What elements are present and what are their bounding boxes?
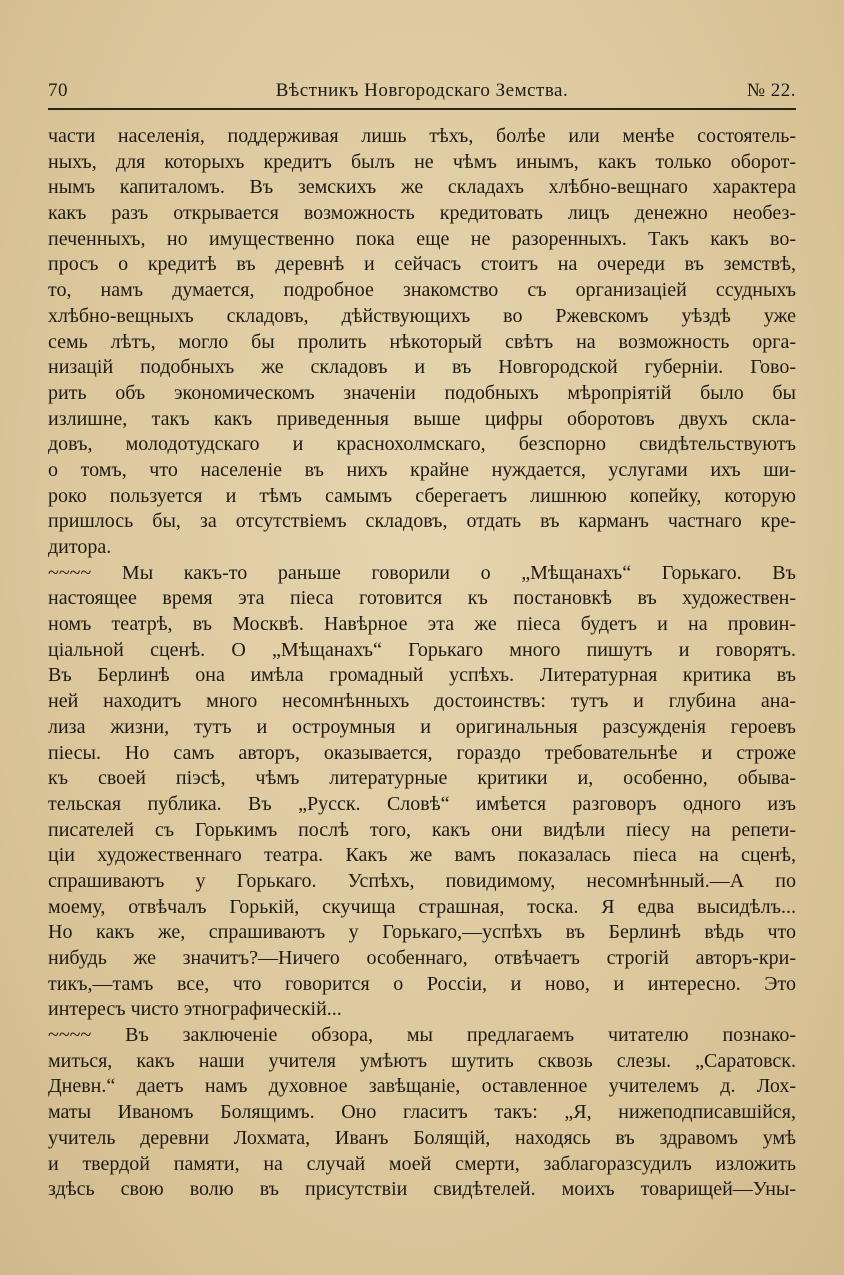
- text-line: излишне, такъ какъ приведенныя выше цифры оборотовъ двухъ скла-: [48, 407, 796, 430]
- text-line: семь лѣтъ, могло бы пролить нѣкоторый свѣтъ на возможность орга-: [48, 330, 796, 353]
- text-line: Но какъ же, спрашиваютъ у Горькаго,—успѣхъ въ Берлинѣ вѣдь что: [48, 921, 796, 944]
- text-line: и твердой памяти, на случай моей смерти, заблагоразсудилъ изложить: [48, 1152, 796, 1175]
- text-line: піесы. Но самъ авторъ, оказывается, гораздо требовательнѣе и строже: [48, 741, 796, 764]
- text-line: низацій подобныхъ же складовъ и въ Новгородской губерніи. Гово-: [48, 356, 796, 379]
- text-line: хлѣбно-вещныхъ складовъ, дѣйствующихъ во Ржевскомъ уѣздѣ уже: [48, 304, 796, 327]
- text-line: спрашиваютъ у Горькаго. Успѣхъ, повидимому, несомнѣнный.—А по: [48, 869, 796, 892]
- page-number: 70: [48, 80, 68, 101]
- text-line: Дневн.“ даетъ намъ духовное завѣщаніе, оставленное учителемъ д. Лох-: [48, 1075, 796, 1098]
- text-line: настоящее время эта піеса готовится къ постановкѣ въ художествен-: [48, 587, 796, 610]
- text-line: тельская публика. Въ „Русск. Словѣ“ имѣется разговоръ одного изъ: [48, 792, 796, 815]
- text-line: о томъ, что населеніе въ нихъ крайне нуждается, услугами ихъ ши-: [48, 458, 796, 481]
- text-line: къ своей піэсѣ, чѣмъ литературные критики и, особенно, обыва-: [48, 767, 796, 790]
- text-line: то, намъ думается, подробное знакомство съ организаціей ссудныхъ: [48, 279, 796, 302]
- text-line: ныхъ, для которыхъ кредитъ былъ не чѣмъ инымъ, какъ только оборот-: [48, 150, 796, 173]
- text-line: тикъ,—тамъ все, что говорится о Россіи, и ново, и интересно. Это: [48, 972, 796, 995]
- text-line: ней находитъ много несомнѣнныхъ достоинствъ: тутъ и глубина ана-: [48, 690, 796, 713]
- text-line: дитора.: [48, 536, 112, 558]
- text-line: ціи художественнаго театра. Какъ же вамъ показалась піеса на сценѣ,: [48, 844, 796, 867]
- text-line: писателей съ Горькимъ послѣ того, какъ они видѣли піесу на репети-: [48, 818, 796, 841]
- body-text: [48, 124, 796, 1203]
- text-line: интересъ чисто этнографическій...: [48, 998, 342, 1021]
- text-line: печенныхъ, но имущественно пока еще не разоренныхъ. Такъ какъ во-: [48, 227, 796, 250]
- text-line: довъ, молодотудскаго и краснохолмскаго, безспорно свидѣтельствуютъ: [48, 433, 796, 456]
- text-line: здѣсь свою волю въ присутствіи свидѣтелей. моихъ товарищей—Уны-: [48, 1178, 796, 1201]
- text-line: маты Иваномъ Болящимъ. Оно гласитъ такъ: „Я, нижеподписавшійся,: [48, 1101, 796, 1124]
- text-line: моему, отвѣчалъ Горькій, скучища страшная, тоска. Я едва высидѣлъ...: [48, 895, 796, 918]
- issue-number: № 22.: [746, 80, 796, 101]
- text-line: просъ о кредитѣ въ деревнѣ и сейчасъ стоитъ на очереди въ земствѣ,: [48, 253, 796, 276]
- text-line: пришлось бы, за отсутствіемъ складовъ, отдать въ карманъ частнаго кре-: [48, 510, 796, 533]
- text-line: номъ театрѣ, въ Москвѣ. Навѣрное эта же піеса будетъ и на провин-: [48, 613, 796, 636]
- text-line: ~~~~ Въ заключеніе обзора, мы предлагаемъ читателю познако-: [48, 1024, 796, 1047]
- text-line: какъ разъ открывается возможность кредитовать лицъ денежно необез-: [48, 202, 796, 225]
- text-line: нибудь же значитъ?—Ничего особеннаго, отвѣчаетъ строгій авторъ-кри-: [48, 947, 796, 969]
- text-line: ~~~~ Мы какъ-то раньше говорили о „Мѣщанахъ“ Горькаго. Въ: [48, 561, 796, 584]
- running-header: [48, 80, 796, 108]
- header-rule: [48, 108, 796, 110]
- text-line: роко пользуется и тѣмъ самымъ сберегаетъ лишнюю копейку, которую: [48, 484, 796, 507]
- text-line: нымъ капиталомъ. Въ земскихъ же складахъ хлѣбно-вещнаго характера: [48, 176, 796, 199]
- journal-title: Вѣстникъ Новгородскаго Земства.: [275, 80, 569, 101]
- text-line: ціальной сценѣ. О „Мѣщанахъ“ Горькаго много пишутъ и говорятъ.: [48, 638, 796, 661]
- text-line: миться, какъ наши учителя умѣютъ шутить сквозь слезы. „Саратовск.: [48, 1049, 796, 1072]
- text-line: рить объ экономическомъ значеніи подобныхъ мѣропріятій было бы: [48, 381, 796, 404]
- text-line: части населенія, поддерживая лишь тѣхъ, болѣе или менѣе состоятель-: [48, 125, 796, 147]
- text-line: Въ Берлинѣ она имѣла громадный успѣхъ. Литературная критика въ: [48, 664, 796, 687]
- text-line: лиза жизни, тутъ и остроумныя и оригинальныя разсужденія героевъ: [48, 715, 796, 738]
- text-line: учитель деревни Лохмата, Иванъ Болящій, находясь въ здравомъ умѣ: [48, 1126, 796, 1149]
